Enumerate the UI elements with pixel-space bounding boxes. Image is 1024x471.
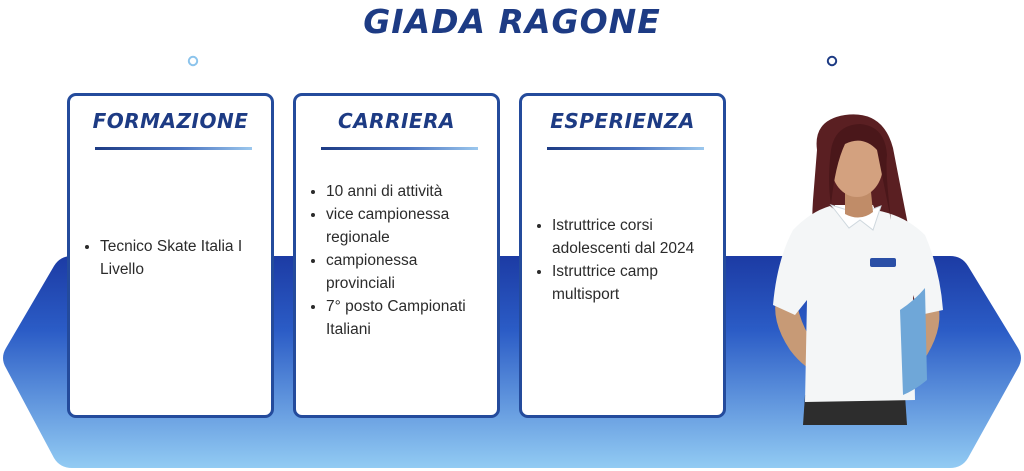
card-heading: CARRIERA — [338, 109, 455, 133]
list-item: • vice campionessa regionale — [326, 203, 487, 249]
heading-underline — [95, 147, 252, 150]
heading-underline — [321, 147, 478, 150]
heading-underline — [547, 147, 704, 150]
coach-portrait-photo — [765, 110, 950, 425]
list-item: • Istruttrice corsi adolescenti dal 2024 — [552, 214, 713, 260]
list-item: • campionessa provinciali — [326, 249, 487, 295]
list-item: • 7° posto Campionati Italiani — [326, 295, 487, 341]
card-heading: FORMAZIONE — [92, 109, 249, 133]
card-list — [296, 180, 497, 341]
list-item: • Istruttrice camp multisport — [552, 260, 713, 306]
card-formazione — [67, 93, 274, 418]
card-heading: ESPERIENZA — [550, 109, 695, 133]
list-item: • Tecnico Skate Italia I Livello — [100, 235, 261, 281]
title-divider — [186, 53, 839, 69]
list-item: • 10 anni di attività — [326, 180, 487, 203]
card-list — [522, 214, 723, 306]
page-title: GIADA RAGONE — [363, 2, 661, 41]
card-carriera — [293, 93, 500, 418]
card-list — [70, 235, 271, 281]
card-esperienza — [519, 93, 726, 418]
